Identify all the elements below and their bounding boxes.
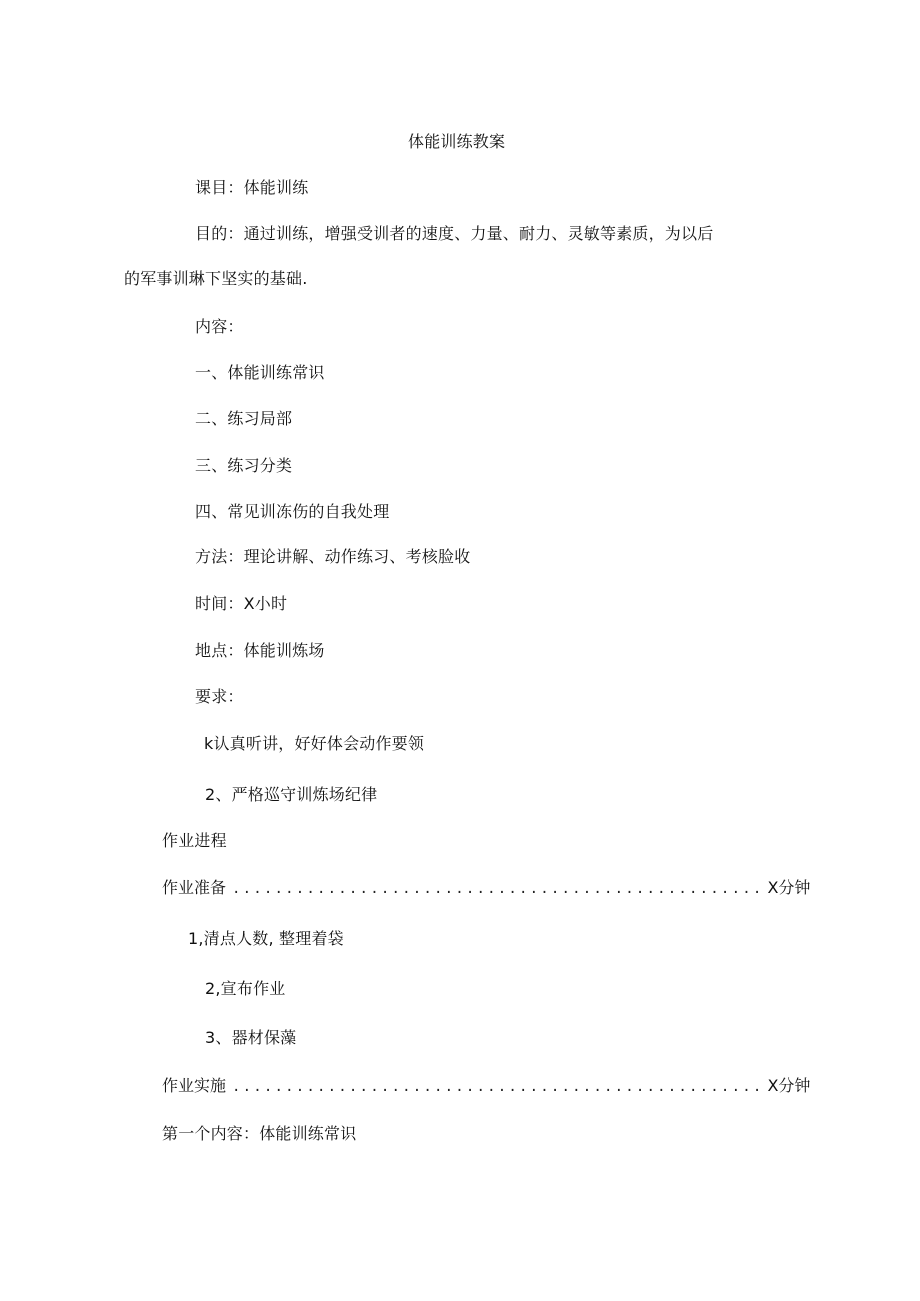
prep-item: 2,宣布作业	[205, 979, 286, 998]
method-line: 方法：理论讲解、动作练习、考核脸收	[195, 547, 471, 566]
implementation-row	[162, 1076, 811, 1095]
prep-item: 3、器材保藻	[205, 1028, 297, 1047]
content-item: 一、体能训练常识	[195, 363, 325, 382]
subject-line: 课目：体能训练	[195, 178, 309, 197]
prep-label: 作业准备	[162, 878, 227, 897]
prep-row	[162, 878, 811, 897]
requirement-item: k认真听讲，好好体会动作要领	[204, 734, 425, 753]
requirements-heading: 要求：	[195, 687, 244, 706]
prep-item: 1,清点人数, 整理着袋	[188, 929, 344, 948]
location-line: 地点：体能训炼场	[195, 641, 325, 660]
implementation-dot-leader: ..................................................	[232, 1079, 764, 1095]
purpose-line-1: 目的：通过训练，增强受训者的速度、力量、耐力、灵敏等素质，为以后	[195, 224, 714, 243]
first-content-line: 第一个内容：体能训练常识	[162, 1124, 357, 1143]
process-heading: 作业进程	[162, 831, 227, 850]
implementation-time: X分钟	[767, 1076, 811, 1095]
document-title: 体能训练教案	[408, 132, 506, 151]
content-item: 二、练习局部	[195, 409, 293, 428]
prep-dot-leader: ..................................................	[232, 881, 764, 897]
content-item: 四、常见训冻伤的自我处理	[195, 502, 390, 521]
implementation-label: 作业实施	[162, 1076, 227, 1095]
content-heading: 内容：	[195, 317, 244, 336]
prep-time: X分钟	[767, 878, 811, 897]
time-line: 时间：X小时	[195, 594, 288, 613]
content-item: 三、练习分类	[195, 456, 293, 475]
requirement-item: 2、严格巡守训炼场纪律	[205, 785, 378, 804]
purpose-line-2: 的军事训琳下坚实的基础.	[124, 269, 308, 288]
